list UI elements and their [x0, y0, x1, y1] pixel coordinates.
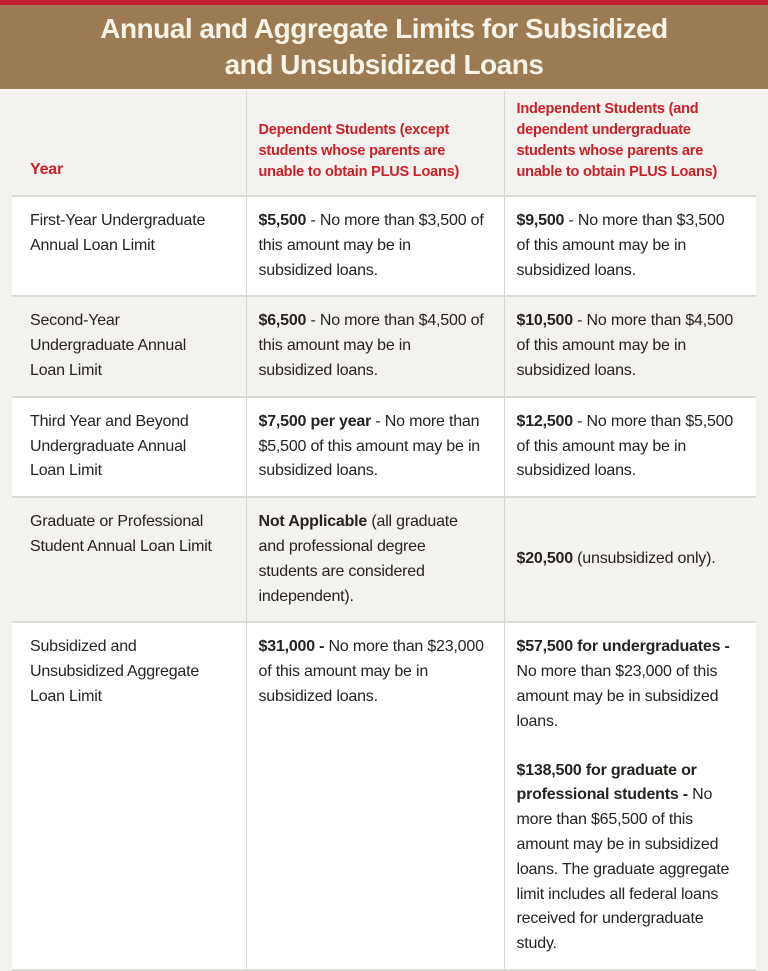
loan-limits-table	[12, 91, 756, 971]
cell-dependent-limit	[246, 397, 504, 497]
table-row	[12, 196, 756, 296]
cell-year: Subsidized and Unsubsidized Aggregate Loan Limit	[30, 638, 200, 706]
limit-paragraph: Not Applicable (all graduate and professional degree students are considered independent).	[258, 513, 458, 605]
cell-independent-limit	[504, 397, 756, 497]
limit-amount-bold: $57,500 for undergraduates -	[516, 638, 730, 656]
limit-paragraph: $12,500 - No more than $5,500 of this amount may be in subsidized loans.	[516, 412, 734, 480]
table-row	[12, 397, 756, 497]
cell-independent-limit	[504, 497, 756, 622]
cell-year: First-Year Undergraduate Annual Loan Limit	[30, 212, 206, 254]
cell-dependent-limit	[246, 296, 504, 396]
cell-independent-limit	[504, 196, 756, 296]
cell-year: Graduate or Professional Student Annual Loan Limit	[30, 513, 212, 556]
limit-amount-bold: $10,500	[516, 312, 573, 330]
loan-limits-table-body	[12, 196, 756, 970]
page-title-line-2: and Unsubsidized Loans	[224, 49, 544, 80]
column-header-independent-students: Independent Students (and dependent undergraduate students whose parents are unable to obtain PLUS Loans)	[504, 91, 756, 196]
limit-amount-bold: $138,500 for graduate or professional students -	[516, 761, 697, 804]
limit-amount-bold: $7,500 per year	[258, 412, 372, 430]
column-header-dependent-students: Dependent Students (except students whose parents are unable to obtain PLUS Loans)	[246, 91, 504, 196]
limit-amount-bold: $31,000 -	[258, 638, 325, 656]
cell-year: Second-Year Undergraduate Annual Loan Limit	[30, 312, 187, 380]
limit-paragraph: $5,500 - No more than $3,500 of this amount may be in subsidized loans.	[258, 212, 484, 279]
limit-paragraph: $31,000 - No more than $23,000 of this amount may be in subsidized loans.	[258, 638, 484, 706]
table-row	[12, 622, 756, 970]
title-banner	[0, 5, 768, 91]
limit-amount-bold: $12,500	[516, 412, 573, 430]
limit-paragraph: $9,500 - No more than $3,500 of this amount may be in subsidized loans.	[516, 212, 725, 279]
limit-paragraph: $20,500 (unsubsidized only).	[516, 550, 716, 568]
column-header-year: Year	[30, 160, 64, 178]
limit-amount-bold: $6,500	[258, 312, 307, 330]
table-row	[12, 497, 756, 622]
limit-paragraph: $138,500 for graduate or professional students - No more than $65,500 of this amount may be in subsidized loans. The graduate aggregate limit includes all federal loans received for undergraduate study.	[516, 761, 730, 953]
limit-amount-bold: Not Applicable	[258, 513, 368, 531]
cell-dependent-limit	[246, 497, 504, 622]
limit-paragraph: $57,500 for undergraduates - No more than $23,000 of this amount may be in subsidized loans.	[516, 638, 730, 730]
table-container	[0, 91, 768, 971]
page-title-line-1: Annual and Aggregate Limits for Subsidized	[100, 13, 668, 44]
header-row	[12, 91, 756, 196]
cell-dependent-limit	[246, 622, 504, 970]
table-header	[12, 91, 756, 196]
limit-paragraph: $10,500 - No more than $4,500 of this amount may be in subsidized loans.	[516, 312, 734, 380]
limit-amount-bold: $9,500	[516, 212, 565, 230]
limit-paragraph: $7,500 per year - No more than $5,500 of this amount may be in subsidized loans.	[258, 412, 480, 480]
cell-independent-limit	[504, 296, 756, 396]
cell-dependent-limit	[246, 196, 504, 296]
cell-independent-limit	[504, 622, 756, 970]
limit-paragraph: $6,500 - No more than $4,500 of this amount may be in subsidized loans.	[258, 312, 484, 380]
cell-year: Third Year and Beyond Undergraduate Annual Loan Limit	[30, 412, 189, 480]
table-row	[12, 296, 756, 396]
limit-amount-bold: $20,500	[516, 550, 573, 568]
limit-amount-bold: $5,500	[258, 212, 307, 230]
